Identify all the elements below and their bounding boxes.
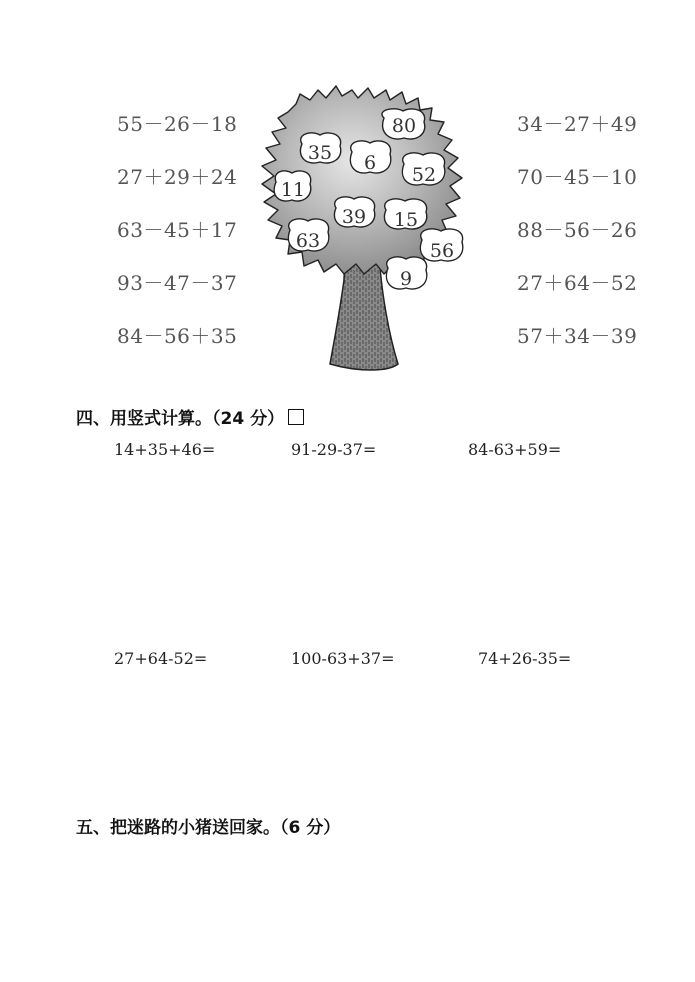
apple-number: 6: [363, 152, 377, 174]
section-4-heading: [76, 404, 304, 429]
right-expression: 88－56－26: [517, 218, 638, 242]
left-expression: 93－47－37: [117, 271, 238, 295]
apple-number: 52: [411, 164, 437, 186]
vertical-calc-expression: 84-63+59=: [468, 440, 562, 459]
apple-number: 11: [280, 179, 306, 201]
left-expression: 55－26－18: [117, 112, 238, 136]
left-expression: 27＋29＋24: [117, 165, 238, 189]
section-4-title: 四、用竖式计算。（24 分）: [76, 409, 285, 429]
apple-number: 63: [295, 230, 321, 252]
apple: [300, 133, 340, 164]
left-expression: 84－56＋35: [117, 324, 238, 348]
apple: [288, 219, 328, 252]
checkbox-square: [288, 409, 304, 425]
vertical-calc-expression: 27+64-52=: [114, 649, 208, 668]
apple-number: 39: [341, 206, 367, 228]
apple-number: 80: [391, 115, 417, 137]
right-expression: 27＋64－52: [517, 271, 638, 295]
apple-number: 9: [399, 268, 413, 290]
left-expression: 63－45＋17: [117, 218, 238, 242]
vertical-calc-expression: 14+35+46=: [114, 440, 216, 459]
right-expression: 34－27＋49: [517, 112, 638, 136]
apple: [334, 197, 374, 228]
apple: [274, 171, 311, 201]
apple: [384, 199, 426, 231]
apple: [350, 141, 390, 174]
apple: [386, 257, 426, 290]
apple-tree-illustration: [248, 82, 480, 378]
apple-number: 15: [393, 209, 419, 231]
vertical-calc-expression: 74+26-35=: [478, 649, 572, 668]
apple: [402, 153, 444, 186]
right-expression: 70－45－10: [517, 165, 638, 189]
apple: [420, 229, 462, 262]
vertical-calc-expression: 91-29-37=: [291, 440, 377, 459]
vertical-calc-expression: 100-63+37=: [291, 649, 395, 668]
section-5-heading: 五、把迷路的小猪送回家。（6 分）: [76, 818, 341, 838]
apple-number: 35: [307, 142, 333, 164]
right-expression: 57＋34－39: [517, 324, 638, 348]
apple-number: 56: [429, 240, 455, 262]
apple: [382, 109, 425, 139]
